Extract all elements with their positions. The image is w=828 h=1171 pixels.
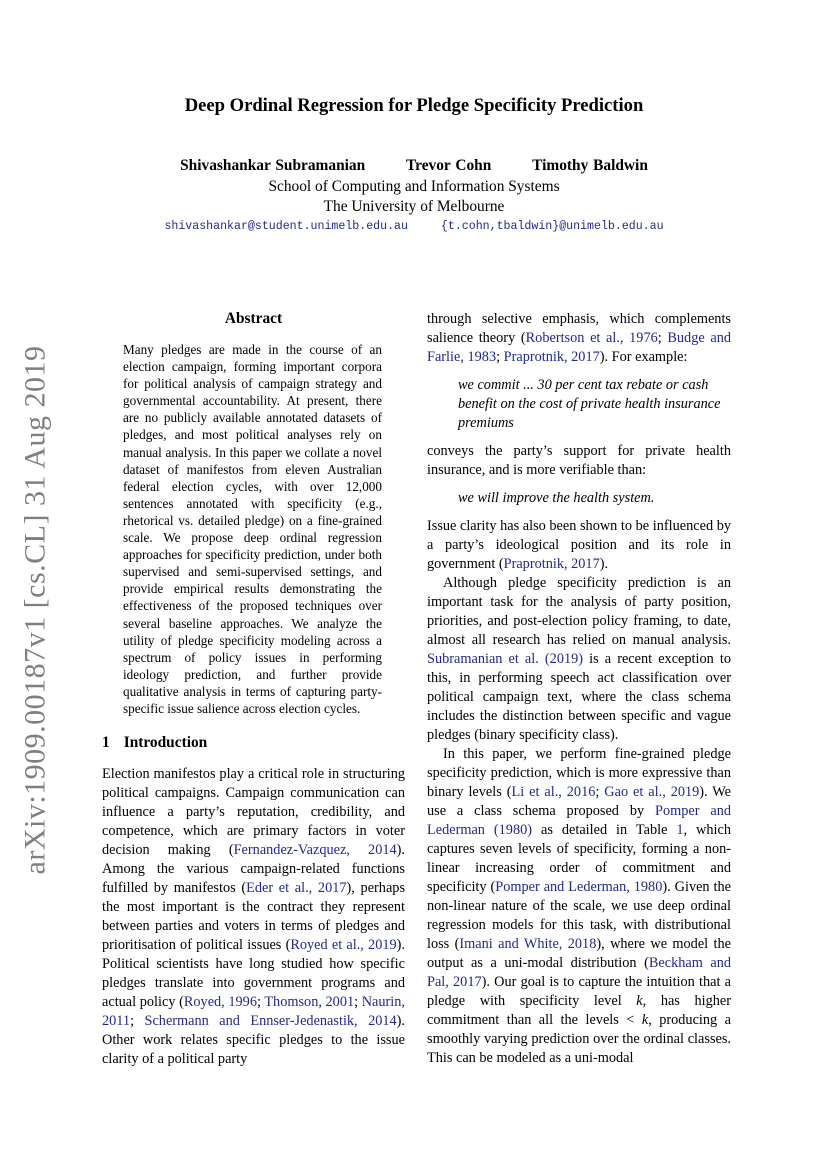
introduction-paragraph: Election manifestos play a critical role in structuring political campaigns. Campaign communication can influence a party’s reputation, credibility, and competence, which are primary factors in voter decision making (Fernandez-Vazquez, 2014). Among the various campaign-related functions fulfilled by manifestos (Eder et al., 2017), perhaps the most important is the contract they represent between parties and voters in terms of pledges and prioritisation of political issues (Royed et al., 2019). Political scientists have long studied how specific pledges translate into government programs and actual policy (Royed, 1996; Thomson, 2001; Naurin, 2011; Schermann and Ennser-Jedenastik, 2014). Other work relates specific pledges to the issue clarity of a political party (102, 766, 406, 1067)
citation-link[interactable]: Naurin, 2011 (102, 994, 405, 1029)
citation-link[interactable]: Eder et al., 2017 (246, 880, 347, 896)
example-quote: we will improve the health system. (458, 490, 655, 506)
affiliation-line: School of Computing and Information Systems (268, 178, 560, 195)
citation-link[interactable]: Budge and Farlie, 1983 (427, 330, 731, 365)
paragraph: through selective emphasis, which complements salience theory (Robertson et al., 1976; Budge and Farlie, 1983; Praprotnik, 2017). For example: (427, 311, 731, 365)
body-text: Election manifestos play a critical role in structuring political campaigns. Campaign communication can influence a party’s reputation, credibility, and competence, which are primary factors in voter decision making ( (102, 766, 405, 858)
arxiv-identifier-stamp (15, 345, 55, 875)
abstract-text: Many pledges are made in the course of an election campaign, forming important corpora for political analysis of campaign strategy and governmental accountability. At present, there are no publicly available annotated datasets of pledges, and most political analyses rely on manual analysis. In this paper we collate a novel dataset of manifestos from eleven Australian federal election cycles, with over 12,000 sentences annotated with specificity (e.g., rhetorical vs. detailed pledge) on a fine-grained scale. We propose deep ordinal regression approaches for specificity prediction, under both supervised and semi-supervised settings, and provide empirical results demonstrating the effectiveness of the proposed techniques over several baseline approaches. We analyze the utility of pledge specificity modeling across a spectrum of policy issues in performing ideology prediction, and further provide qualitative analysis in terms of capturing party-specific issue salience across election cycles. (123, 342, 382, 716)
body-text: ). Our goal is to capture the intuition that a pledge with specificity level (427, 974, 732, 1009)
citation-link[interactable]: Beckham and Pal, 2017 (427, 955, 731, 990)
body-text: , producing a smoothly varying prediction over the ordinal classes. This can be modeled as a uni-modal (427, 1012, 731, 1066)
body-text: In this paper, we perform fine-grained pledge specificity prediction, which is more expressive than binary levels ( (427, 746, 731, 800)
affiliation-line: The University of Melbourne (323, 198, 505, 215)
body-text: ). For example: (599, 349, 688, 365)
body-text: ), perhaps the most important is the contract they represent between parties and voters in terms of pledges and prioritisation of political issues ( (102, 880, 406, 953)
body-text: ). We use a class schema proposed by (427, 784, 732, 819)
body-text: ), where we model the output as a uni-modal distribution ( (427, 936, 731, 971)
author-emails (0, 220, 828, 233)
email-link[interactable]: {t.cohn,tbaldwin}@unimelb.edu.au (440, 220, 664, 233)
citation-link[interactable]: Imani and White, 2018 (459, 936, 597, 952)
citation-link[interactable]: Pomper and Lederman (1980) (427, 803, 731, 838)
citation-link[interactable]: Fernandez-Vazquez, 2014 (233, 842, 397, 858)
citation-link[interactable]: Gao et al., 2019 (604, 784, 700, 800)
math-variable: k (641, 1012, 649, 1028)
section-title: Introduction (123, 734, 208, 751)
paragraph (427, 517, 731, 574)
body-text: Issue clarity has also been shown to be influenced by a party’s ideological position and its role in government ( (427, 518, 731, 572)
body-text: as detailed in Table (532, 822, 677, 838)
body-text: ). (599, 556, 609, 572)
table-reference-link[interactable]: 1 (676, 822, 684, 838)
math-variable: k (636, 993, 643, 1009)
email-link[interactable]: shivashankar@student.unimelb.edu.au (164, 220, 408, 233)
citation-link[interactable]: Schermann and Ennser-Jedenastik, 2014 (144, 1013, 397, 1029)
paragraph: conveys the party’s support for private health insurance, and is more verifiable than: (427, 443, 731, 478)
citation-link[interactable]: Praprotnik, 2017 (503, 349, 600, 365)
body-text: is a recent exception to this, in performing speech act classification over political campaign text, where the class schema includes the distinction between specific and vague pledges (binary specificity class). (427, 651, 732, 743)
arxiv-identifier-text: arXiv:1909.00187v1 [cs.CL] 31 Aug 2019 (18, 345, 51, 875)
citation-link[interactable]: Pomper and Lederman, 1980 (495, 879, 663, 895)
body-text: through selective emphasis, which complements salience theory ( (427, 311, 731, 346)
paragraph: In this paper, we perform fine-grained pledge specificity prediction, which is more expressive than binary levels (Li et al., 2016; Gao et al., 2019). We use a class schema proposed by Pomper and Lederman (1980) as detailed in Table 1, which captures seven levels of specificity, forming a non-linear increasing order of commitment and specificity (Pomper and Lederman, 1980). Given the non-linear nature of the scale, we use deep ordinal regression models for this task, with distributional loss (Imani and White, 2018), where we model the output as a uni-modal distribution (Beckham and Pal, 2017). Our goal is to capture the intuition that a pledge with specificity level k, has higher commitment than all the levels < k, producing a smoothly varying prediction over the ordinal classes. This can be modeled as a uni-modal (427, 746, 732, 1066)
citation-link[interactable]: Robertson et al., 1976 (525, 330, 658, 346)
citation-link[interactable]: Royed, 1996 (183, 994, 257, 1010)
body-text: ). Among the various campaign-related functions fulfilled by manifestos ( (102, 842, 405, 896)
body-text: , has higher commitment than all the levels < (427, 993, 732, 1028)
paper-title: Deep Ordinal Regression for Pledge Specificity Prediction (184, 95, 644, 116)
example-quote: we commit ... 30 per cent tax rebate or cash benefit on the cost of private health insurance premiums (458, 377, 721, 431)
author-list (0, 157, 828, 175)
citation-link[interactable]: Subramanian et al. (2019) (427, 651, 584, 667)
body-text: ). Political scientists have long studied how specific pledges translate into government programs and actual policy ( (102, 937, 405, 1010)
citation-link[interactable]: Praprotnik, 2017 (503, 556, 600, 572)
citation-link[interactable]: Li et al., 2016 (511, 784, 596, 800)
body-text: ). Given the non-linear nature of the scale, we use deep ordinal regression models for this task, with distributional loss ( (427, 879, 731, 952)
citation-link[interactable]: Royed et al., 2019 (290, 937, 397, 953)
author-name: Trevor Cohn (406, 157, 492, 174)
body-text: ). Other work relates specific pledges to the issue clarity of a political party (102, 1013, 406, 1067)
body-text: Although pledge specificity prediction is an important task for the analysis of party position, priorities, and post-election policy framing, to date, almost all research has relied on manual analysis. (427, 575, 731, 648)
right-column (427, 310, 731, 1068)
author-name: Timothy Baldwin (532, 157, 648, 174)
citation-link[interactable]: Thomson, 2001 (264, 994, 355, 1010)
section-heading-introduction (102, 734, 207, 752)
body-text: , which captures seven levels of specificity, forming a non-linear increasing order of commitment and specificity ( (427, 822, 731, 895)
abstract-heading: Abstract (224, 310, 283, 327)
author-name: Shivashankar Subramanian (180, 157, 366, 174)
paragraph (427, 574, 731, 745)
section-number: 1 (102, 734, 110, 751)
